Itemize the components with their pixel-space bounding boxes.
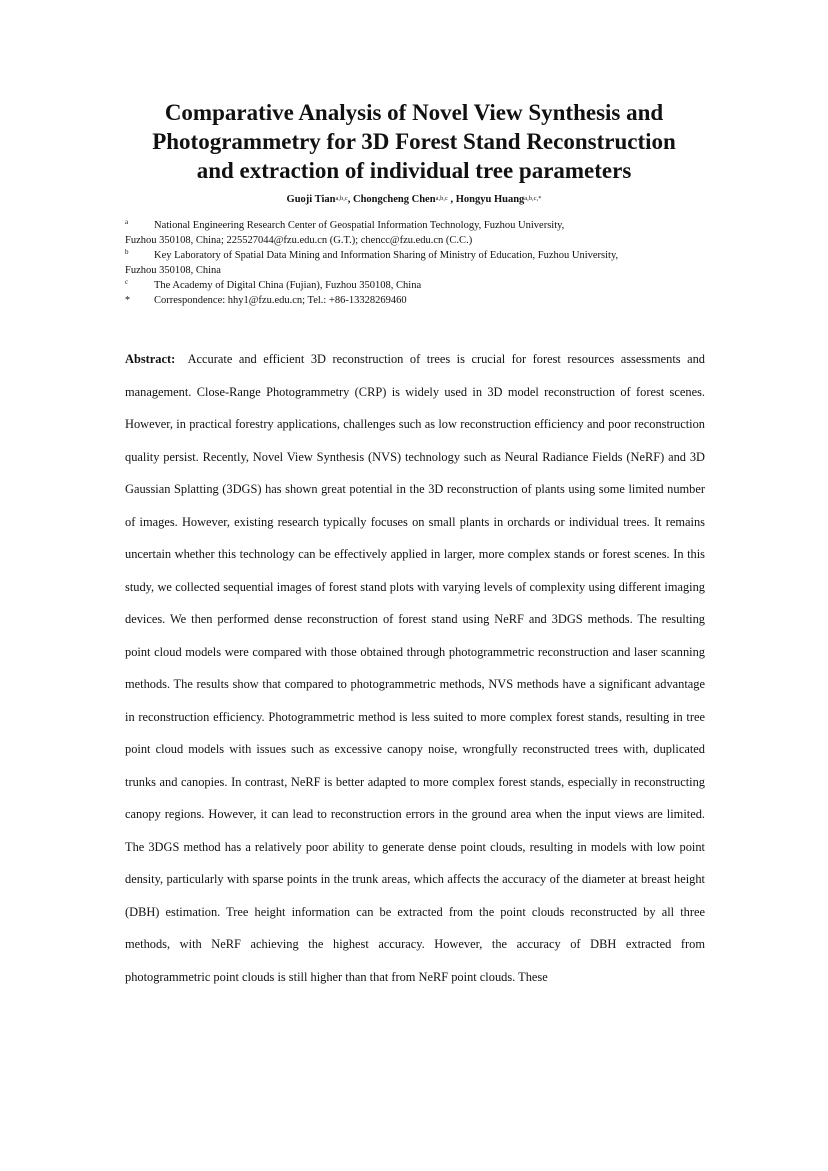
affiliation-mark: b [125,248,129,256]
affiliation-list [125,218,715,308]
correspondence-text: Correspondence: hhy1@fzu.edu.cn; Tel.: +86-13328269460 [154,295,407,306]
author-separator: , [447,194,456,205]
title-line: Photogrammetry for 3D Forest Stand Reconstruction [152,129,676,154]
abstract [125,343,705,993]
author-name: Chongcheng Chen [353,194,436,205]
author-separator: , [347,194,353,205]
affiliation-item [125,218,715,248]
affiliation-text: National Engineering Research Center of Geospatial Information Technology, Fuzhou University, [154,220,565,231]
affiliation-item [125,293,715,308]
affiliation-mark: a [125,218,129,226]
affiliation-mark: * [125,295,130,306]
author-list [80,193,748,207]
author-affiliation-marks: a,b,c [435,195,448,202]
author-name: Hongyu Huang [455,194,525,205]
affiliation-text: The Academy of Digital China (Fujian), Fuzhou 350108, China [154,280,422,291]
affiliation-item [125,278,715,293]
abstract-text: Accurate and efficient 3D reconstruction of trees is crucial for forest resources assessments and management. Close-Range Photogrammetry (CRP) is widely used in 3D model reconstruction of forest scenes. However, in practical forestry applications, challenges such as low reconstruction efficiency and poor reconstruction quality persist. Recently, Novel View Synthesis (NVS) technology such as Neural Radiance Fields (NeRF) and 3D Gaussian Splatting (3DGS) has shown great potential in the 3D reconstruction of plants using some limited number of images. However, existing research typically focuses on small plants in orchards or individual trees. It remains uncertain whether this technology can be effectively applied in larger, more complex stands or forest scenes. In this study, we collected sequential images of forest stand plots with varying levels of complexity using different imaging devices. We then performed dense reconstruction of forest stand using NeRF and 3DGS methods. The resulting point cloud models were compared with those obtained through photogrammetric reconstruction and laser scanning methods. The results show that compared to photogrammetric methods, NVS methods have a significant advantage in reconstruction efficiency. Photogrammetric method is less suited to more complex forest stands, resulting in tree point cloud models with issues such as excessive canopy noise, wrongfully reconstructed trees with, duplicated trunks and canopies. In contrast, NeRF is better adapted to more complex forest stands, especially in reconstructing canopy regions. However, it can lead to reconstruction errors in the ground area when the input views are limited. The 3DGS method has a relatively poor ability to generate dense point clouds, resulting in models with low point density, particularly with sparse points in the trunk areas, which affects the accuracy of the diameter at breast height (DBH) estimation. Tree height information can be extracted from the point clouds reconstructed by all three methods, with NeRF achieving the highest accuracy. However, the accuracy of DBH extracted from photogrammetric point clouds is still higher than that from NeRF point clouds. These [125,352,706,984]
title-line: Comparative Analysis of Novel View Synthesis and [164,100,664,125]
affiliation-mark: c [125,278,129,286]
affiliation-text-continued: Fuzhou 350108, China [125,265,221,276]
affiliation-item [125,248,715,278]
affiliation-text-continued: Fuzhou 350108, China; 225527044@fzu.edu.cn (G.T.); chencc@fzu.edu.cn (C.C.) [125,235,473,246]
abstract-label: Abstract: [125,352,176,366]
author-affiliation-marks: a,b,c [335,195,348,202]
author-name: Guoji Tian [286,194,336,205]
affiliation-text: Key Laboratory of Spatial Data Mining and Information Sharing of Ministry of Education, Fuzhou University, [154,250,619,261]
author-affiliation-marks: a,b,c,* [524,195,542,202]
paper-title [80,98,748,185]
title-line: and extraction of individual tree parameters [196,158,632,183]
